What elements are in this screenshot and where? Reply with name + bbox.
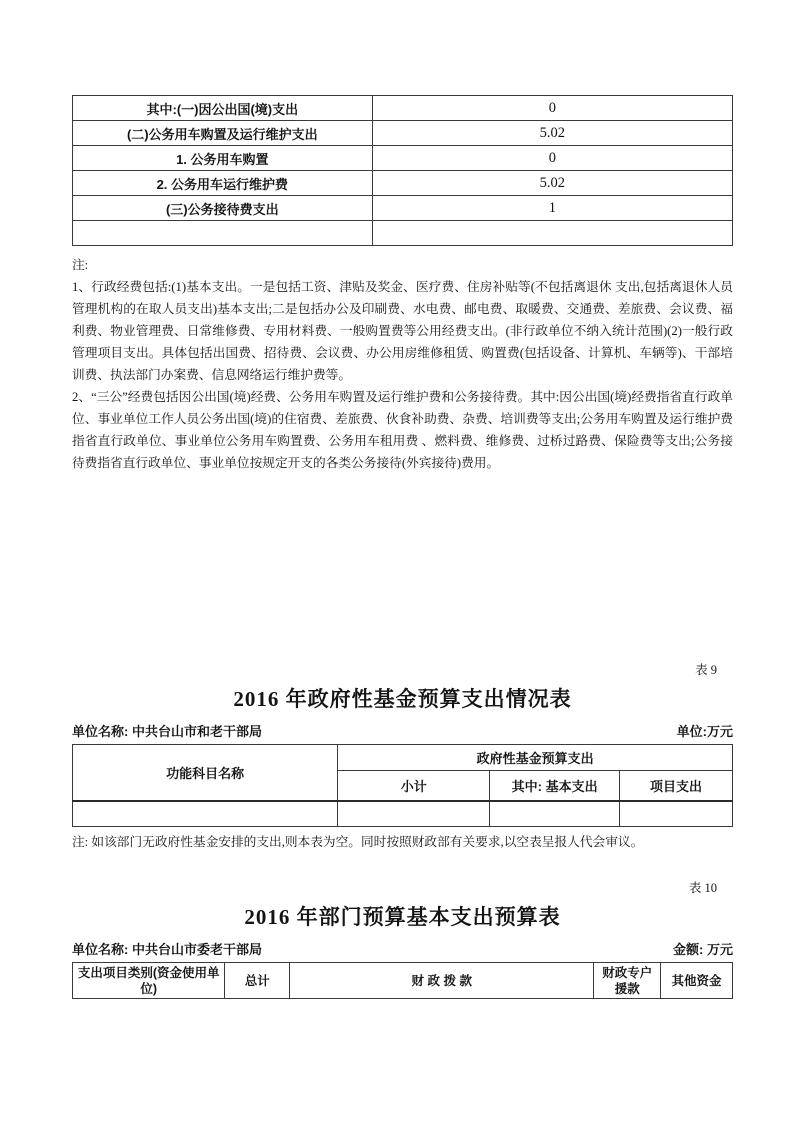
page-content xyxy=(72,0,733,999)
expense-item-label: (三)公务接待费支出 xyxy=(73,196,373,221)
expense-item-value: 1 xyxy=(372,196,732,221)
table-row-empty xyxy=(73,221,733,246)
empty-cell xyxy=(73,801,338,827)
table9-number: 表 9 xyxy=(695,663,717,677)
header-fiscal-special-account: 财政专户援款 xyxy=(594,963,661,999)
table-row xyxy=(73,121,733,146)
header-subtotal: 小计 xyxy=(338,771,490,801)
header-expense-category: 支出项目类别(资金使用单位) xyxy=(73,963,225,999)
table9-unit-row xyxy=(72,723,733,741)
expense-item-label: 1. 公务用车购置 xyxy=(73,146,373,171)
expense-item-value xyxy=(372,221,732,246)
table-row xyxy=(73,196,733,221)
expense-item-label: (二)公务用车购置及运行维护支出 xyxy=(73,121,373,146)
three-public-expense-table xyxy=(72,95,733,246)
table-row-empty xyxy=(73,801,733,827)
notes-section xyxy=(72,254,733,474)
table10-title: 2016 年部门预算基本支出预算表 xyxy=(244,905,561,929)
expense-item-label xyxy=(73,221,373,246)
table10-number: 表 10 xyxy=(688,881,717,895)
empty-cell xyxy=(338,801,490,827)
table9-unit-name: 单位名称: 中共台山市和老干部局 xyxy=(72,724,262,739)
expense-item-value: 0 xyxy=(372,146,732,171)
header-total: 总计 xyxy=(225,963,290,999)
table9-note: 注: 如该部门无政府性基金安排的支出,则本表为空。同时按照财政部有关要求,以空表呈报人代会审议。 xyxy=(72,835,644,849)
basic-expense-budget-table xyxy=(72,962,733,999)
table-row xyxy=(73,146,733,171)
header-project-expense: 项目支出 xyxy=(620,771,733,801)
expense-item-value: 5.02 xyxy=(372,121,732,146)
expense-item-label: 其中:(一)因公出国(境)支出 xyxy=(73,96,373,121)
table10-amount-measure: 金额: 万元 xyxy=(673,942,733,957)
table-row xyxy=(73,171,733,196)
note-item-2: 2、“三公”经费包括因公出国(境)经费、公务用车购置及运行维护费和公务接待费。其中:因公出国(境)经费指省直行政单位、事业单位工作人员公务出国(境)的住宿费、差旅费、伙食补助费、杂费、培训费等支出;公务用车购置及运行维护费指省直行政单位、事业单位公务用车购置费、公务用车租用费 、燃料费、维修费、过桥过路费、保险费等支出;公务接待费指省直行政单位、事业单位按规定开支的各类公务接待(外宾接待)费用。 xyxy=(72,390,733,470)
header-other-funds: 其他资金 xyxy=(661,963,733,999)
note-item-1: 1、行政经费包括:(1)基本支出。一是包括工资、津贴及奖金、医疗费、住房补贴等(不包括离退休 支出,包括离退休人员管理机构的在取人员支出)基本支出;二是包括办公及印刷费、水电费、邮电费、取暖费、交通费、差旅费、会议费、福利费、物业管理费、日常维修费、专用材料费、一般购置费等公用经费支出。(非行政单位不纳入统计范围)(2)一般行政管理项目支出。具体包括出国费、招待费、会议费、办公用房维修租赁、购置费(包括设备、计算机、车辆等)、干部培训费、执法部门办案费、信息网络运行维护费等。 xyxy=(72,280,733,382)
empty-cell xyxy=(490,801,620,827)
header-basic-expense: 其中: 基本支出 xyxy=(490,771,620,801)
table10-unit-name: 单位名称: 中共台山市委老干部局 xyxy=(72,942,262,957)
header-fiscal-appropriation: 财 政 拨 款 xyxy=(290,963,594,999)
gov-fund-budget-table xyxy=(72,744,733,827)
expense-item-value: 0 xyxy=(372,96,732,121)
header-group: 政府性基金预算支出 xyxy=(338,745,733,771)
header-subject: 功能科目名称 xyxy=(73,745,338,801)
table-row xyxy=(73,96,733,121)
table9-title: 2016 年政府性基金预算支出情况表 xyxy=(233,687,572,711)
expense-item-value: 5.02 xyxy=(372,171,732,196)
table-header-row xyxy=(73,963,733,999)
table-header-row xyxy=(73,745,733,771)
empty-cell xyxy=(620,801,733,827)
expense-item-label: 2. 公务用车运行维护费 xyxy=(73,171,373,196)
notes-heading: 注: xyxy=(72,258,89,272)
table10-unit-row xyxy=(72,941,733,959)
table9-unit-measure: 单位:万元 xyxy=(676,724,733,739)
